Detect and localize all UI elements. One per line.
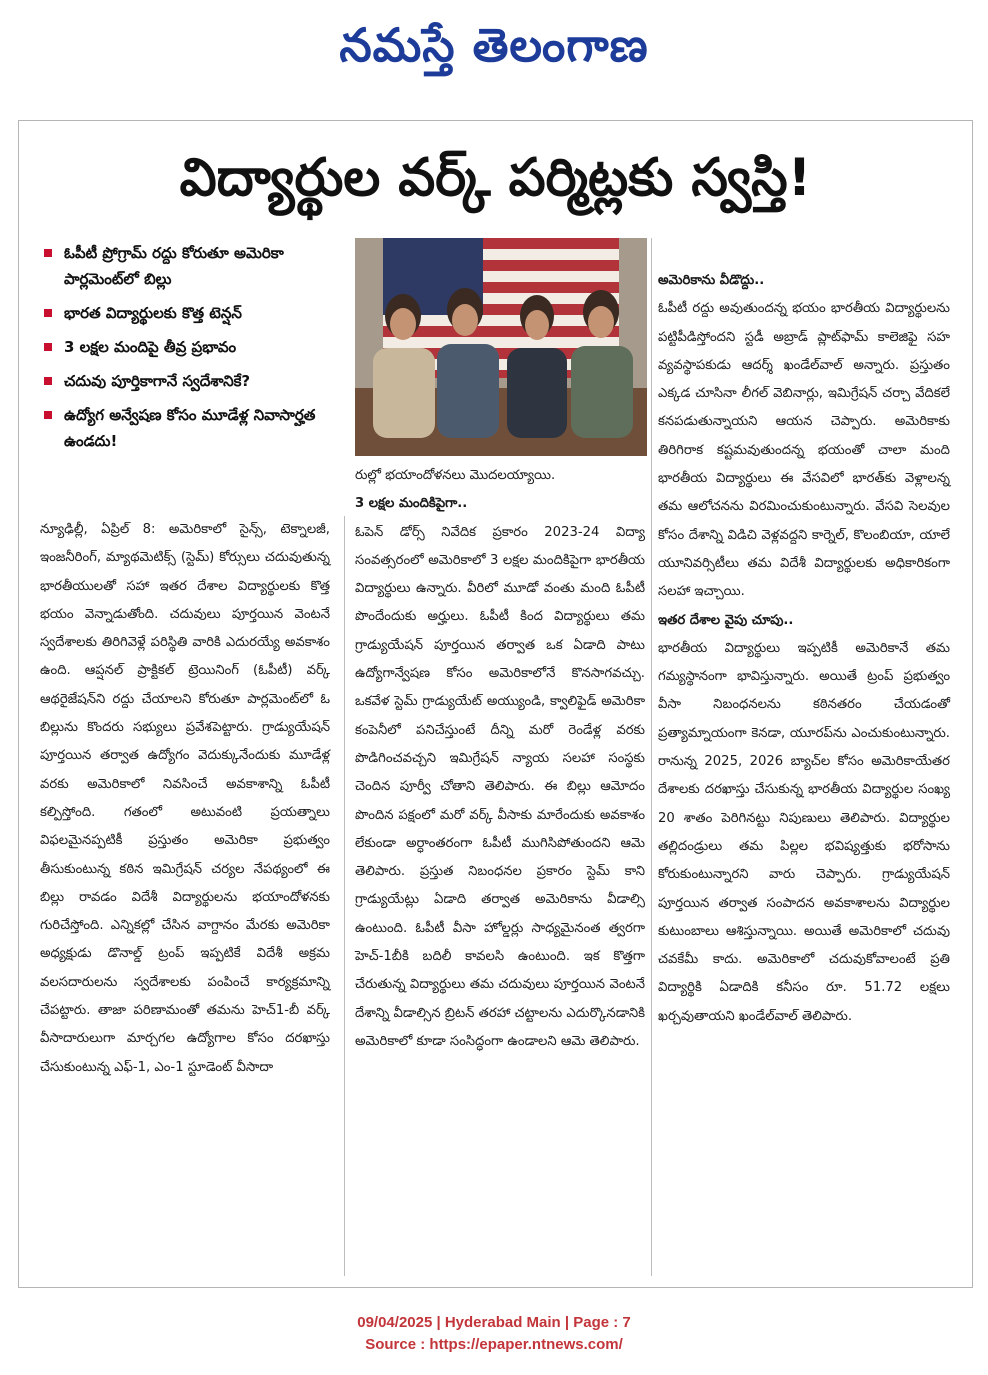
highlight-item: భారత విద్యార్థులకు కొత్త టెన్షన్	[40, 300, 340, 326]
highlight-item: చదువు పూర్తికాగానే స్వదేశానికే?	[40, 368, 340, 394]
highlight-item: ఓపీటీ ప్రోగ్రామ్ రద్దు కోరుతూ అమెరికా పార్లమెంట్‌లో బిల్లు	[40, 240, 340, 292]
article-photo	[355, 238, 647, 456]
masthead	[0, 10, 988, 80]
column-divider	[344, 516, 345, 1276]
column-paragraph: భారతీయ విద్యార్థులు ఇప్పటికీ అమెరికానే తమ గమ్యస్థానంగా భావిస్తున్నారు. అయితే ట్రంప్ ప్రభుత్వం వీసా నిబంధనలను కఠినతరం చేయడంతో ప్రత్యామ్నాయంగా కెనడా, యూరప్‌ను ఎంచుకుంటున్నారు. రానున్న 2025, 2026 బ్యాచ్‌ల కోసం అమెరికాయేతర దేశాలకు దరఖాస్తు చేసుకున్న భారతీయ విద్యార్థుల సంఖ్య 20 శాతం పెరిగినట్టు నిపుణులు తెలిపారు. విద్యార్థుల తల్లిదండ్రులు తమ పిల్లల భవిష్యత్తుకు భరోసాను కోరుకుంటున్నారని వారు చెప్పారు. గ్రాడ్యుయేషన్ పూర్తయిన తర్వాత సంపాదన అవకాశాలను విద్యార్థుల కుటుంబాలు ఆశిస్తున్నాయి. అయితే అమెరికాలో చదువు చవకేమీ కాదు. అమెరికాలో చదువుకోవాలంటే ప్రతి విద్యార్థికి ఏడాదికి కనీసం రూ. 51.72 లక్షలు ఖర్చవుతాయని ఖండేల్‌వాల్ తెలిపారు.	[658, 640, 950, 1024]
students-flag-photo	[355, 238, 647, 456]
article-column-1	[40, 516, 330, 1276]
highlight-item: 3 లక్షల మందిపై తీవ్ర ప్రభావం	[40, 334, 340, 360]
edition-info: 09/04/2025 | Hyderabad Main | Page : 7	[357, 1314, 631, 1331]
bullet-marker	[44, 377, 52, 385]
column-divider	[651, 238, 652, 1276]
column-paragraph: ఓపీటీ రద్దు అవుతుందన్న భయం భారతీయ విద్యార్థులను పట్టిపీడిస్తోందని స్టడీ అబ్రాడ్ ప్లాట్‌ఫామ్ కాలెజిఫై సహ వ్యవస్థాపకుడు ఆదర్శ్ ఖండేల్‌వాల్ అన్నారు. ప్రస్తుతం ఎక్కడ చూసినా లీగల్ వెబినార్లు, ఇమిగ్రేషన్ చర్చా వేదికలే కనపడుతున్నాయని ఆయన చెప్పారు. అమెరికాకు తిరిగిరాక కష్టమవుతుందన్న భయంతో చాలా మంది భారతీయ విద్యార్థులు ఈ వేసవిలో భారత్‌కు వెళ్లాలన్న తమ ఆలోచనను విరమించుకుంటున్నారు. వేసవి సెలవుల కోసం దేశాన్ని విడిచి వెళ్లవద్దని కార్నెల్, కొలంబియా, యాలే యూనివర్సిటీలు తమ విదేశీ విద్యార్థులకు అధికారికంగా సలహా ఇచ్చాయి.	[658, 301, 950, 600]
section-subheading: ఇతర దేశాల వైపు చూపు..	[658, 612, 794, 628]
article-column-3	[658, 267, 950, 1272]
column-paragraph: న్యూఢిల్లీ, ఏప్రిల్ 8: అమెరికాలో సైన్స్, టెక్నాలజీ, ఇంజనీరింగ్, మ్యాథమెటిక్స్ (స్టెమ్) కోర్సులు చదువుతున్న భారతీయులతో సహా ఇతర దేశాల విద్యార్థులకు కొత్త భయం వెన్నాడుతోంది. చదువులు పూర్తయిన వెంటనే స్వదేశాలకు తిరిగివెళ్లే పరిస్థితి వారికి ఎదురయ్యే అవకాశం ఉంది. ఆప్షనల్ ప్రాక్టికల్ ట్రెయినింగ్ (ఓపీటీ) వర్క్ ఆథరైజేషన్‌ని రద్దు చేయాలని కోరుతూ పార్లమెంట్‌లో ఓ బిల్లును కొందరు సభ్యులు ప్రవేశపెట్టారు. గ్రాడ్యుయేషన్ పూర్తయిన తర్వాత ఉద్యోగం వెదుక్కునేందుకు మూడేళ్ల వరకు అమెరికాలో నివసించే అవకాశాన్ని ఓపీటీ కల్పిస్తోంది. గతంలో అటువంటి ప్రయత్నాలు విఫలమైనప్పటికీ ప్రస్తుతం అమెరికా ప్రభుత్వం తీసుకుంటున్న కఠిన ఇమిగ్రేషన్ చర్యల నేపథ్యంలో ఈ బిల్లు రావడం విదేశీ విద్యార్థులను భయాందోళనకు గురిచేస్తోంది. ఎన్నికల్లో చేసిన వాగ్దానం మేరకు అమెరికా అధ్యక్షుడు డొనాల్డ్ ట్రంప్ ఇప్పటికే విదేశీ అక్రమ వలసదారులను స్వదేశాలకు పంపించే కార్యక్రమాన్ని చేపట్టారు. తాజా పరిణామంతో తమను హెచ్1-బీ వర్క్ వీసాదారులుగా మార్చగల ఉద్యోగాల కోసం దరఖాస్తు చేసుకుంటున్న ఎఫ్-1, ఎం-1 స్టూడెంట్ వీసాదా	[40, 522, 330, 1075]
section-subheading: 3 లక్షల మందికిపైగా..	[355, 496, 468, 512]
highlights-list	[40, 240, 340, 500]
article-column-2	[355, 462, 645, 1272]
section-subheading: అమెరికాను వీడొద్దు..	[658, 273, 765, 288]
page-footer	[0, 1312, 988, 1356]
newspaper-logo: నమస్తే తెలంగాణ	[339, 18, 649, 72]
bullet-marker	[44, 309, 52, 317]
column-paragraph: ఓపెన్ డోర్స్ నివేదిక ప్రకారం 2023-24 విద్యా సంవత్సరంలో అమెరికాలో 3 లక్షల మందికిపైగా భారతీయ విద్యార్థులు ఉన్నారు. వీరిలో మూడో వంతు మంది ఓపీటీ పొందేందుకు అర్హులు. ఓపీటీ కింద విద్యార్థులు తమ గ్రాడ్యుయేషన్ పూర్తయిన తర్వాత ఒక ఏడాది పాటు ఉద్యోగాన్వేషణ కోసం అమెరికాలోనే కొనసాగవచ్చు. ఒకవేళ స్టెమ్ గ్రాడ్యుయేట్ అయ్యుండి, క్వాలిఫైడ్ అమెరికా కంపెనీలో పనిచేస్తుంటే దీన్ని మరో రెండేళ్ల వరకు పొడిగించవచ్చని ఇమిగ్రేషన్ న్యాయ సలహా సంస్థకు చెందిన పూర్వీ చోతాని తెలిపారు. ఈ బిల్లు ఆమోదం పొందిన పక్షంలో మరో వర్క్ వీసాకు మారేందుకు అవకాశం లేకుండా అర్ధాంతరంగా ఓపీటీ ముగిసిపోతుందని ఆమె తెలిపారు. ప్రస్తుత నిబంధనల ప్రకారం స్టెమ్ కాని గ్రాడ్యుయేట్లు ఏడాది తర్వాత అమెరికాను వీడాల్సి ఉంటుంది. ఓపీటీ వీసా హోల్డర్లు సాధ్యమైనంత త్వరగా హెచ్-1బీకి బదిలీ కావలసి ఉంటుంది. ఇక కొత్తగా చేరుతున్న విద్యార్థులు తమ చదువులు పూర్తయిన వెంటనే దేశాన్ని వీడాల్సిన బ్రిటన్ తరహా చట్టాలను ఎదుర్కొనడానికి అమెరికాలో కూడా సంసిద్ధంగా ఉండాలని ఆమె తెలిపారు.	[355, 524, 645, 1049]
bullet-marker	[44, 249, 52, 257]
source-link[interactable]: Source : https://epaper.ntnews.com/	[365, 1336, 623, 1353]
article-headline: విద్యార్థుల వర్క్ పర్మిట్లకు స్వస్తి!	[179, 148, 812, 208]
column-paragraph: రుల్లో భయాందోళనలు మొదలయ్యాయి.	[355, 468, 556, 483]
bullet-marker	[44, 411, 52, 419]
bullet-marker	[44, 343, 52, 351]
highlight-item: ఉద్యోగ అన్వేషణ కోసం మూడేళ్ల నివాసార్హత ఉండదు!	[40, 402, 340, 454]
